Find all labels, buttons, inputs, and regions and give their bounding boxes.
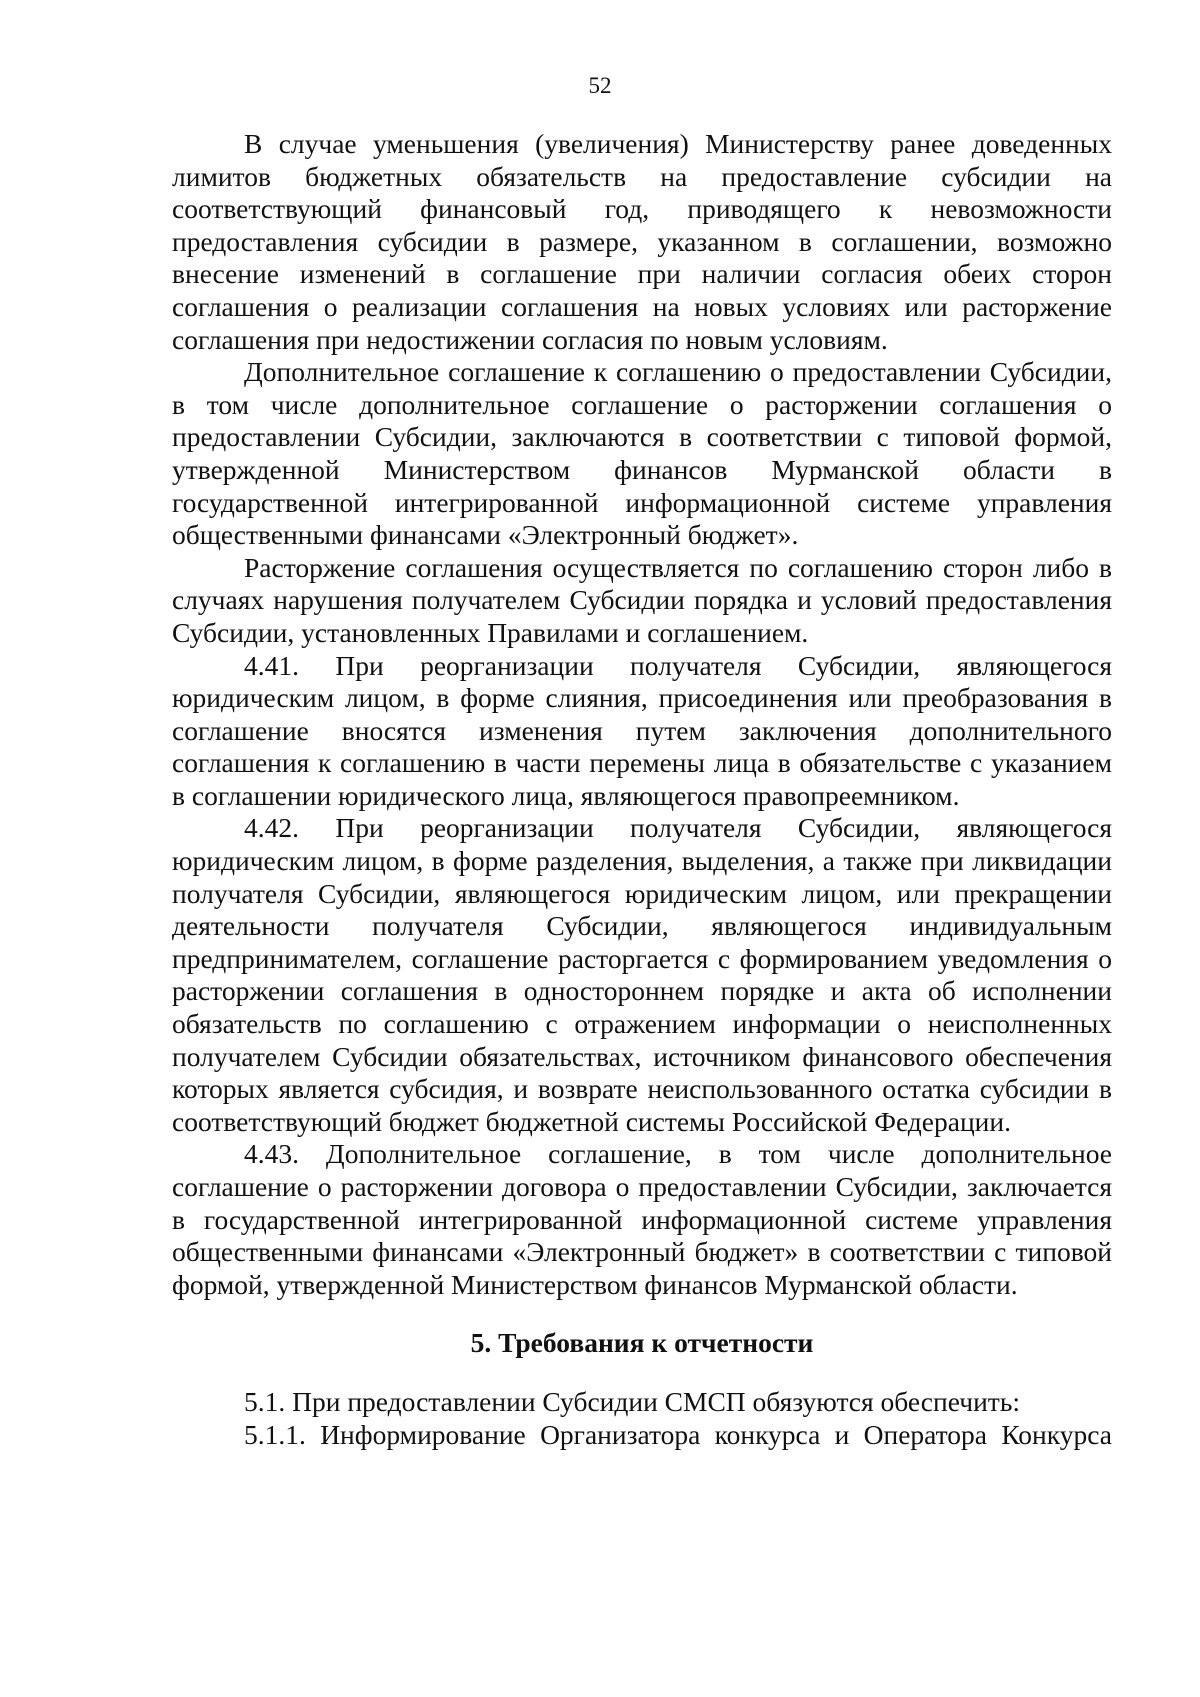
paragraph-5-1: 5.1. При предоставлении Субсидии СМСП обязуются обеспечить: (244, 1385, 1021, 1417)
paragraph-4-41: 4.41. При реорганизации получателя Субсидии, являющегося юридическим лицом, в форме слияния, присоединения или преобразования в соглашение вносятся изменения путем заключения дополнительного соглашения к соглашению в части перемены лица в обязательстве с указанием в соглашении юридического лица, являющегося правопреемником. (172, 649, 1112, 811)
section-heading-reporting-requirements: 5. Требования к отчетности (470, 1327, 814, 1359)
paragraph-additional-agreement: Дополнительное соглашение к соглашению о предоставлении Субсидии, в том числе дополнительное соглашение о расторжении соглашения о предоставлении Субсидии, заключаются в соответствии с типовой формой, утвержденной Министерством финансов Мурманской области в государственной интегрированной информационной системе управления общественными финансами «Электронный бюджет». (172, 356, 1112, 551)
page-number: 52 (588, 73, 612, 98)
paragraph-4-43: 4.43. Дополнительное соглашение, в том числе дополнительное соглашение о расторжении договора о предоставлении Субсидии, заключается в государственной интегрированной информационной системе управления общественными финансами «Электронный бюджет» в соответствии с типовой формой, утвержденной Министерством финансов Мурманской области. (172, 1138, 1112, 1300)
paragraph-4-42: 4.42. При реорганизации получателя Субсидии, являющегося юридическим лицом, в форме разделения, выделения, а также при ликвидации получателя Субсидии, являющегося юридическим лицом, или прекращении деятельности получателя Субсидии, являющегося индивидуальным предпринимателем, соглашение расторгается с формированием уведомления о расторжении соглашения в одностороннем порядке и акта об исполнении обязательств по соглашению с отражением информации о неисполненных получателем Субсидии обязательствах, источником финансового обеспечения которых является субсидия, и возврате неиспользованного остатка субсидии в соответствующий бюджет бюджетной системы Российской Федерации. (172, 812, 1112, 1137)
paragraph-budget-limits-change: В случае уменьшения (увеличения) Министерству ранее доведенных лимитов бюджетных обязательств на предоставление субсидии на соответствующий финансовый год, приводящего к невозможности предоставления субсидии в размере, указанном в соглашении, возможно внесение изменений в соглашение при наличии согласия обеих сторон соглашения о реализации соглашения на новых условиях или расторжение соглашения при недостижении согласия по новым условиям. (172, 128, 1112, 355)
document-body (172, 128, 1112, 1451)
paragraph-5-1-1: 5.1.1. Информирование Организатора конкурса и Оператора Конкурса (244, 1418, 1112, 1450)
paragraph-agreement-termination: Расторжение соглашения осуществляется по соглашению сторон либо в случаях нарушения получателем Субсидии порядка и условий предоставления Субсидии, установленных Правилами и соглашением. (172, 551, 1112, 648)
